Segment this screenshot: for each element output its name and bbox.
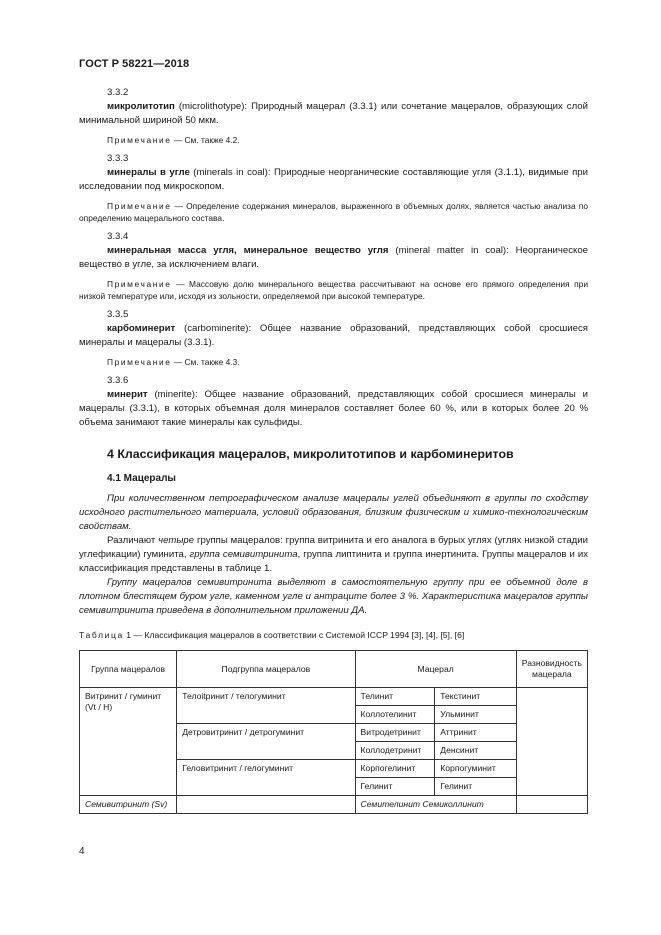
term-number: 3.3.3	[107, 153, 129, 164]
note-text: — Определение содержания минералов, выраженного в объемных долях, является частью анализа по определению мацерального состава.	[79, 201, 588, 223]
italic-text: При количественном петрографическом анализе мацералы углей объединяют в группы по сходству исходного растительного материала, условий образования, близким физическим и химико-технологическим свойствам.	[79, 493, 588, 532]
term-number: 3.3.5	[107, 309, 129, 320]
italic-text: четыре	[158, 535, 195, 546]
subsection-title: 4.1 Мацералы	[107, 473, 176, 484]
page-number: 4	[79, 846, 85, 857]
term-definition	[79, 322, 588, 350]
header-variety: Разновидность мацерала	[516, 651, 587, 688]
term-entry	[79, 374, 588, 430]
subgroup-cell: Геловитринит / гелогуминит	[177, 760, 355, 796]
term-definition	[79, 166, 588, 194]
note-text: — См. также 4.3.	[171, 357, 240, 367]
term-entry	[79, 152, 588, 224]
document-header: ГОСТ Р 58221—2018	[79, 58, 190, 70]
paragraph	[79, 534, 588, 576]
maceral-classification-table	[79, 650, 588, 814]
italic-text: Группу мацералов семивитринита выделяют в самостоятельную группу при ее объемной доле в плотном блестящем буром угле, каменном угле и антраците более 3 %. Характеристика мацералов группы семивитринита приведена в дополнительном приложении ДА.	[79, 577, 588, 616]
subgroup-cell: Телоitринит / телогуминит	[177, 688, 355, 724]
term-number: 3.3.6	[107, 375, 129, 386]
text: , группа липтинита и группа инертинита. Группы мацералов и их классификация представлены в таблице 1.	[79, 549, 588, 574]
term-entry	[79, 230, 588, 302]
header-group: Группа мацералов	[80, 651, 177, 688]
content-area	[79, 80, 588, 650]
text: Различают	[107, 535, 159, 546]
text: группы мацералов: группа витринита и его аналога в бурых углях (углях низкой стадии углефикации) гуминита,	[79, 535, 588, 560]
term-definition	[79, 100, 588, 128]
table-caption	[79, 628, 588, 642]
variety-cell	[516, 688, 587, 796]
table-row	[80, 688, 588, 706]
term-name: минерит	[107, 389, 148, 400]
note-label: Примечание	[107, 135, 172, 145]
term-note	[79, 356, 588, 368]
note-label: Примечание	[107, 201, 172, 211]
table-header-row	[80, 651, 588, 688]
term-definition	[79, 388, 588, 430]
term-entry	[79, 308, 588, 368]
caption-label: Таблица	[79, 630, 124, 640]
italic-text: группа семивитринита	[189, 549, 298, 560]
paragraph	[79, 492, 588, 534]
maceral-cell: Аттринит	[435, 724, 516, 742]
maceral-cell: Гелинит	[355, 778, 435, 796]
subgroup-cell: Детровитринит / детрогуминит	[177, 724, 355, 760]
caption-text: 1 — Классификация мацералов в соответствии с Системой ICCP 1994 [3], [4], [5], [6]	[123, 630, 465, 640]
maceral-names: Семителинит Семиколлинит	[360, 799, 484, 809]
term-text: (carbominerite): Общее название образований, представляющих собой сросшиеся минералы и мацералы (3.3.1).	[79, 323, 588, 348]
term-name: карбоминерит	[107, 323, 176, 334]
note-text: — Массовую долю минерального вещества рассчитывают на основе его прямого определения при низкой температуре или, исходя из зольности, определяемой при высокой температуре.	[79, 279, 588, 301]
note-label: Примечание	[107, 357, 172, 367]
maceral-cell: Коллотелинит	[355, 706, 435, 724]
term-definition	[79, 244, 588, 272]
note-label: Примечание	[107, 279, 172, 289]
subgroup-cell	[177, 796, 355, 814]
header-maceral: Мацерал	[355, 651, 516, 688]
term-entry	[79, 86, 588, 146]
term-note	[79, 278, 588, 302]
maceral-cell: Гелинит	[435, 778, 516, 796]
term-text: (microlithotype): Природный мацерал (3.3.1) или сочетание мацералов, образующих слой минимальной шириной 50 мкм.	[79, 101, 588, 126]
maceral-cell: Текстинит	[435, 688, 516, 706]
term-text: (minerals in coal): Природные неорганические составляющие угля (3.1.1), видимые при исследовании под микроскопом.	[79, 167, 589, 192]
maceral-cell: Корпогелинит	[355, 760, 435, 778]
term-name: микролитотип	[107, 101, 175, 112]
section-title: 4 Классификация мацералов, микролитотипов и карбоминеритов	[107, 447, 514, 461]
paragraph	[79, 576, 588, 618]
term-text: (mineral matter in coal): Неорганическое вещество в угле, за исключением влаги.	[79, 245, 588, 270]
group-name: Семивитринит (Sv)	[85, 799, 168, 809]
group-cell: Витринит / гуминит (Vt / H)	[80, 688, 177, 796]
header-subgroup: Подгруппа мацералов	[177, 651, 355, 688]
term-number: 3.3.2	[107, 87, 129, 98]
term-name: минеральная масса угля, минеральное вещество угля	[107, 245, 389, 256]
term-number: 3.3.4	[107, 231, 129, 242]
maceral-cell: Денсинит	[435, 742, 516, 760]
term-name: минералы в угле	[107, 167, 190, 178]
term-note	[79, 134, 588, 146]
variety-cell	[516, 796, 587, 814]
table-row	[80, 796, 588, 814]
group-cell	[80, 796, 177, 814]
maceral-cell: Телинит	[355, 688, 435, 706]
maceral-cell: Корпогуминит	[435, 760, 516, 778]
maceral-cell: Ульминит	[435, 706, 516, 724]
maceral-cell: Коллодетринит	[355, 742, 435, 760]
term-text: (minerite): Общее название образований, представляющих собой сросшиеся минералы и мацералы (3.3.1), в которых объемная доля минералов составляет более 60 %, или в которых более 20 % объема занимают такие минералы как сульфиды.	[79, 389, 588, 428]
note-text: — См. также 4.2.	[171, 135, 240, 145]
maceral-cell: Витродетринит	[355, 724, 435, 742]
term-note	[79, 200, 588, 224]
maceral-cell	[355, 796, 516, 814]
